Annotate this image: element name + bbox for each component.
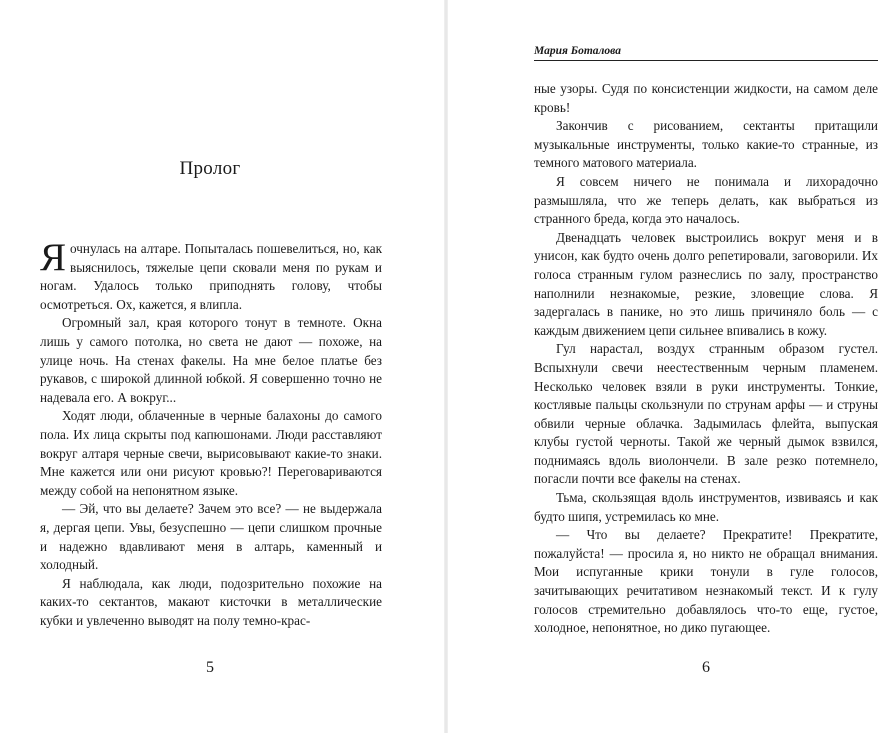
paragraph: Закончив с рисованием, сектанты притащили музыкальные инструменты, только какие-то странные, из темного матового материала. <box>534 118 878 171</box>
paragraph <box>40 236 382 314</box>
drop-cap: Я <box>40 236 67 279</box>
paragraph: — Эй, что вы делаете? Зачем это все? — не выдержала я, дергая цепи. Увы, безуспешно — цепи слишком прочные и надежно вдавливают меня в алтарь, каменный и холодный. <box>40 501 382 573</box>
paragraph-text: очнулась на алтаре. Попыталась пошевелиться, но, как выяснилось, тяжелые цепи сковали меня по рукам и ногам. Удалось только приподнять голову, чтобы осмотреться. Ох, кажется, я влипла. <box>40 241 382 312</box>
running-head-author: Мария Боталова <box>534 45 878 61</box>
paragraph: — Что вы делаете? Прекратите! Прекратите, пожалуйста! — просила я, но никто не обращал внимания. Мои испуганные крики тонули в гуле голосов, зачитывающих речитативом незнакомый текст. И к гулу голосов стремительно добавлялось что-то еще, густое, холодное, непонятное, но дико пугающее. <box>534 527 878 636</box>
paragraph: Я совсем ничего не понимала и лихорадочно размышляла, что же теперь делать, как выбраться из странного бреда, когда это началось. <box>534 173 878 227</box>
chapter-title: Пролог <box>179 158 241 179</box>
paragraph: Огромный зал, края которого тонут в темноте. Окна лишь у самого потолка, но света не дают — похоже, на улице ночь. На стенах факелы. На мне белое платье без рукавов, с широкой длинной юбкой. Я совершенно точно не надевала его. А вокруг... <box>40 315 382 405</box>
right-page-text <box>534 80 878 638</box>
paragraph: Ходят люди, облаченные в черные балахоны до самого пола. Их лица скрыты под капюшонами. Люди расставляют вокруг алтаря черные свечи, вырисовывают какие-то знаки. Мне кажется или они рисуют кровью?! Переговариваются между собой на непонятном языке. <box>40 408 382 498</box>
left-page-text <box>40 236 382 630</box>
page-number: 5 <box>206 659 214 676</box>
paragraph-continuation: ные узоры. Судя по консистенции жидкости, на самом деле кровь! <box>534 81 878 115</box>
page-number: 6 <box>702 659 710 676</box>
paragraph: Гул нарастал, воздух странным образом густел. Вспыхнули свечи неестественным черным пламенем. Несколько человек взяли в руки инструменты. Тонкие, костлявые пальцы скользнули по струнам арфы — и струны обвили черные облачка. Задымилась флейта, выпуская клубы густой черноты. Такой же черный дымок взвился, поднимаясь вдоль виолончели. В зале резко потемнело, погасли почти все факелы на стенах. <box>534 341 878 487</box>
paragraph: Тьма, скользящая вдоль инструментов, извиваясь и как будто шипя, устремилась ко мне. <box>534 490 878 524</box>
paragraph: Двенадцать человек выстроились вокруг меня и в унисон, как будто очень долго репетировали, заговорили. Их голоса странным гулом разнеслись по залу, пространство наполнили незнакомые, резкие, зловещие слова. Я задергалась в панике, но это лишь причиняло боль — с каждым движением цепи сильнее впивались в кожу. <box>534 229 878 338</box>
paragraph: Я наблюдала, как люди, подозрительно похожие на каких-то сектантов, макают кисточки в металлические кубки и увлеченно выводят на полу темно-крас- <box>40 575 382 628</box>
right-page <box>446 0 892 733</box>
